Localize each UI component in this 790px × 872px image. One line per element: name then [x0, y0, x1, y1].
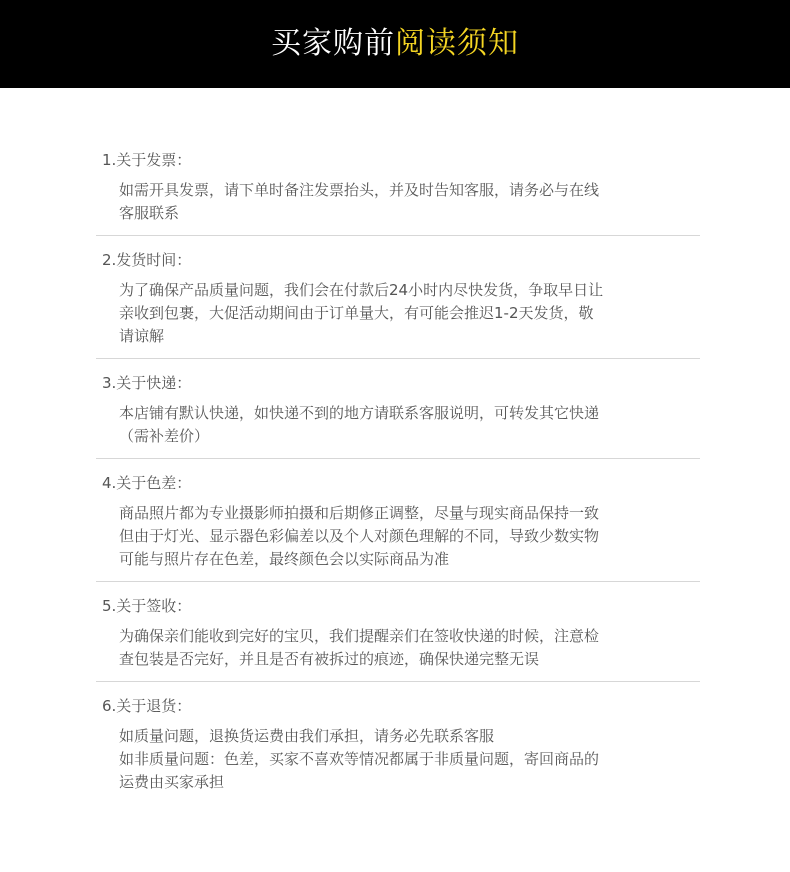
body-line: 如需开具发票，请下单时备注发票抬头，并及时告知客服，请务必与在线	[119, 181, 600, 199]
section-divider	[96, 358, 700, 359]
page-title	[271, 26, 519, 61]
section-divider	[96, 581, 700, 582]
body-line: 运费由买家承担	[119, 773, 225, 791]
section-body	[119, 725, 697, 794]
section-courier	[96, 373, 700, 459]
page-title-part1: 买家购前	[271, 26, 395, 61]
section-title: 1.关于发票：	[102, 151, 192, 169]
section-divider	[96, 458, 700, 459]
section-divider	[96, 681, 700, 682]
header-banner	[0, 0, 790, 88]
body-line: 请谅解	[119, 327, 165, 345]
section-divider	[96, 235, 700, 236]
body-line: 如质量问题，退换货运费由我们承担，请务必先联系客服	[119, 727, 495, 745]
section-title: 3.关于快递：	[102, 374, 192, 392]
body-line: 为确保亲们能收到完好的宝贝，我们提醒亲们在签收快递的时候，注意检	[119, 627, 600, 645]
section-shipping-time	[96, 250, 700, 359]
section-returns	[96, 696, 700, 794]
section-title: 4.关于色差：	[102, 474, 192, 492]
page-title-part2: 阅读须知	[395, 26, 519, 61]
body-line: 如非质量问题：色差，买家不喜欢等情况都属于非质量问题，寄回商品的	[119, 750, 600, 768]
body-line: 为了确保产品质量问题，我们会在付款后24小时内尽快发货，争取早日让	[119, 281, 604, 299]
body-line: 但由于灯光、显示器色彩偏差以及个人对颜色理解的不同，导致少数实物	[119, 527, 600, 545]
section-title: 6.关于退货：	[102, 697, 192, 715]
body-line: 本店铺有默认快递，如快递不到的地方请联系客服说明，可转发其它快递	[119, 404, 600, 422]
section-receipt	[96, 596, 700, 682]
body-line: 可能与照片存在色差，最终颜色会以实际商品为准	[119, 550, 450, 568]
body-line: 亲收到包裹，大促活动期间由于订单量大，有可能会推迟1-2天发货，敬	[119, 304, 594, 322]
section-body	[119, 279, 697, 348]
notice-list	[96, 150, 700, 794]
section-body	[119, 179, 697, 225]
section-color-difference	[96, 473, 700, 582]
section-body	[119, 502, 697, 571]
section-body	[119, 625, 697, 671]
body-line: 客服联系	[119, 204, 180, 222]
body-line: 商品照片都为专业摄影师拍摄和后期修正调整，尽量与现实商品保持一致	[119, 504, 600, 522]
section-body	[119, 402, 697, 448]
body-line: 查包装是否完好，并且是否有被拆过的痕迹，确保快递完整无误	[119, 650, 540, 668]
section-title: 5.关于签收：	[102, 597, 192, 615]
body-line: （需补差价）	[119, 427, 210, 445]
section-invoice	[96, 150, 700, 236]
section-title: 2.发货时间：	[102, 251, 192, 269]
